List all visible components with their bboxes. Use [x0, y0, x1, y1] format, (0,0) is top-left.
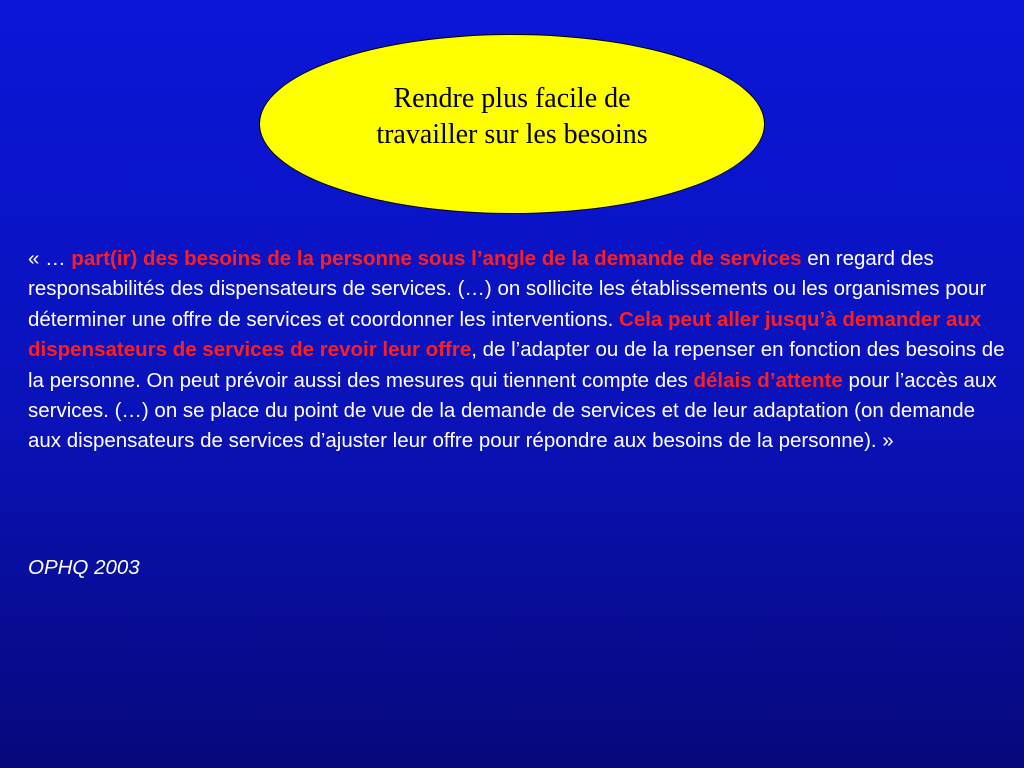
slide-title	[376, 81, 647, 153]
quote-paragraph	[28, 244, 1013, 457]
title-line-1: Rendre plus facile de	[393, 83, 631, 114]
quote-text-3: , de l’adapter ou de la repenser en fonction des besoins de la personne. On peut prévoir aussi des mesures qui tiennent compte des	[28, 338, 1005, 392]
quote-highlight-3: délais d’attente	[693, 368, 843, 392]
quote-source: OPHQ 2003	[28, 556, 140, 579]
quote-text-2: en regard des responsabilités des dispensateurs de services. (…) on sollicite les établissements ou les organismes pour déterminer une offre de services et coordonner les interventions.	[28, 247, 987, 331]
title-ellipse	[259, 34, 765, 214]
quote-text-4: pour l’accès aux services. (…) on se place du point de vue de la demande de services et de leur adaptation (on demande aux dispensateurs de services d’ajuster leur offre pour répondre aux besoins de la personne). »	[28, 368, 997, 453]
quote-highlight-1: part(ir) des besoins de la personne sous l’angle de la demande de services	[71, 247, 802, 270]
title-line-2: travailler sur les besoins	[376, 119, 648, 150]
quote-highlight-2: Cela peut aller jusqu’à demander aux dispensateurs de services de revoir leur offre	[28, 307, 982, 362]
quote-text-1: « …	[28, 247, 72, 270]
